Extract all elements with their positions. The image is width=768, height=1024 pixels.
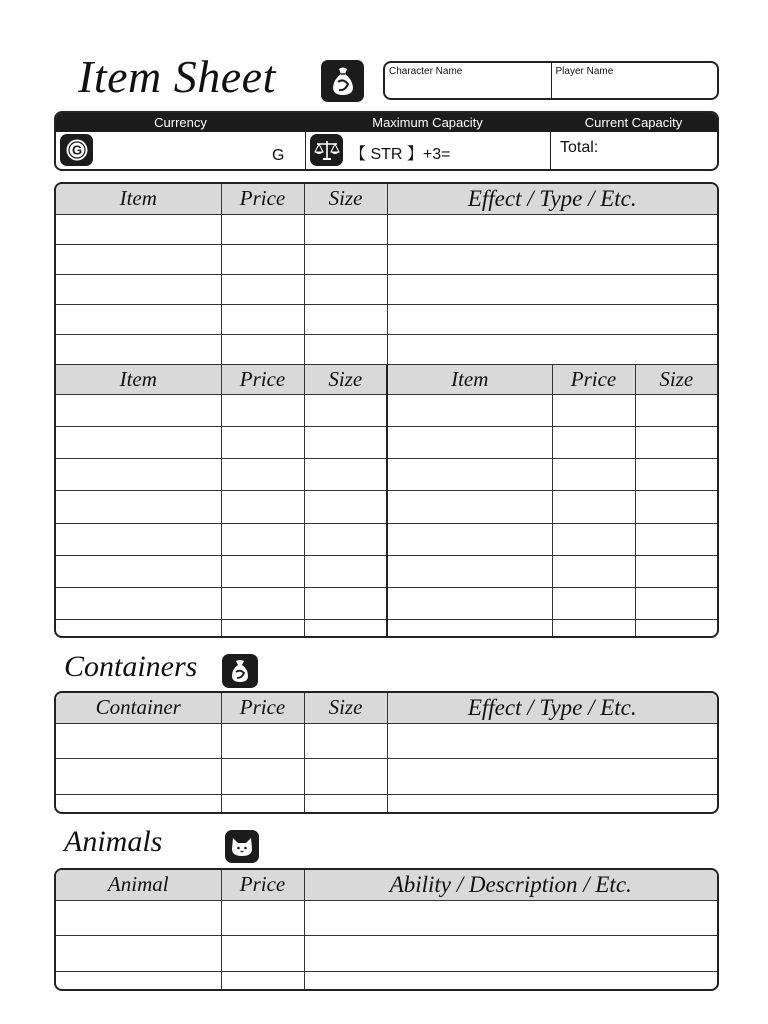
table-row: [56, 900, 717, 936]
header-price: Price: [552, 364, 635, 394]
effect-cell[interactable]: [387, 304, 717, 334]
items-header-row: [56, 184, 717, 214]
size-cell[interactable]: [304, 759, 387, 795]
header-price: Price: [221, 693, 304, 723]
header-animal: Animal: [56, 870, 221, 900]
effect-cell[interactable]: [387, 334, 717, 364]
header-price: Price: [221, 184, 304, 214]
current-capacity-field[interactable]: [550, 132, 717, 169]
price-cell[interactable]: [552, 588, 635, 620]
price-cell[interactable]: [221, 334, 304, 364]
item-cell[interactable]: [56, 394, 221, 426]
size-cell[interactable]: [635, 491, 717, 523]
effect-cell[interactable]: [387, 244, 717, 274]
header-price: Price: [221, 364, 304, 394]
table-row: [56, 491, 717, 523]
size-cell[interactable]: [304, 304, 387, 334]
price-cell[interactable]: [221, 759, 304, 795]
player-name-field[interactable]: [551, 63, 718, 98]
player-name-label: Player Name: [555, 66, 614, 77]
header-size: Size: [304, 184, 387, 214]
header-size: Size: [304, 693, 387, 723]
table-row: [56, 759, 717, 795]
containers-title: Containers: [64, 650, 198, 683]
table-row: [56, 274, 717, 304]
max-capacity-label: Maximum Capacity: [372, 115, 483, 130]
price-cell[interactable]: [221, 304, 304, 334]
size-cell[interactable]: [304, 426, 387, 458]
table-row: [56, 523, 717, 555]
items-table: [54, 182, 719, 638]
size-cell[interactable]: [304, 394, 387, 426]
container-cell[interactable]: [56, 723, 221, 759]
item-cell[interactable]: [56, 620, 221, 636]
item-cell[interactable]: [387, 588, 552, 620]
price-cell[interactable]: [221, 555, 304, 587]
effect-cell[interactable]: [387, 759, 717, 795]
price-cell[interactable]: [552, 555, 635, 587]
table-row: [56, 555, 717, 587]
table-row: [56, 723, 717, 759]
price-cell[interactable]: [552, 620, 635, 636]
price-cell[interactable]: [221, 588, 304, 620]
header-price: Price: [221, 870, 304, 900]
price-cell[interactable]: [221, 491, 304, 523]
item-cell[interactable]: [56, 426, 221, 458]
size-cell[interactable]: [635, 523, 717, 555]
capacity-header: [56, 113, 717, 132]
header-item: Item: [387, 364, 552, 394]
coin-icon: [60, 134, 93, 166]
item-cell[interactable]: [56, 459, 221, 491]
svg-text:G: G: [71, 142, 82, 158]
ability-cell[interactable]: [304, 936, 717, 972]
animals-title: Animals: [64, 825, 163, 858]
price-cell[interactable]: [221, 523, 304, 555]
item-cell[interactable]: [56, 555, 221, 587]
current-capacity-label: Current Capacity: [584, 115, 683, 130]
table-row: [56, 459, 717, 491]
item-cell[interactable]: [56, 523, 221, 555]
table-row: [56, 394, 717, 426]
item-cell[interactable]: [56, 304, 221, 334]
item-cell[interactable]: [387, 394, 552, 426]
containers-table: [54, 691, 719, 814]
item-cell[interactable]: [387, 491, 552, 523]
item-cell[interactable]: [56, 244, 221, 274]
table-row: [56, 794, 717, 812]
size-cell[interactable]: [635, 426, 717, 458]
item-cell[interactable]: [387, 523, 552, 555]
price-cell[interactable]: [221, 971, 304, 989]
size-cell[interactable]: [635, 394, 717, 426]
money-bag-icon: [321, 60, 364, 102]
items-split-header-row: [56, 364, 717, 394]
max-capacity-field[interactable]: [305, 132, 550, 169]
header-ability: Ability / Description / Etc.: [304, 870, 717, 900]
effect-cell[interactable]: [387, 723, 717, 759]
price-cell[interactable]: [221, 426, 304, 458]
animal-cell[interactable]: [56, 971, 221, 989]
header-size: Size: [635, 364, 717, 394]
effect-cell[interactable]: [387, 794, 717, 812]
size-cell[interactable]: [304, 214, 387, 244]
price-cell[interactable]: [221, 244, 304, 274]
effect-cell[interactable]: [387, 214, 717, 244]
capacity-box: [54, 111, 719, 171]
price-cell[interactable]: [221, 214, 304, 244]
price-cell[interactable]: [221, 936, 304, 972]
table-row: [56, 334, 717, 364]
currency-unit: G: [272, 147, 285, 164]
page-title: Item Sheet: [78, 51, 276, 102]
size-cell[interactable]: [635, 555, 717, 587]
item-cell[interactable]: [387, 426, 552, 458]
total-label: Total:: [560, 139, 599, 156]
price-cell[interactable]: [552, 491, 635, 523]
ability-cell[interactable]: [304, 900, 717, 936]
size-cell[interactable]: [635, 620, 717, 636]
table-row: [56, 620, 717, 636]
size-cell[interactable]: [304, 459, 387, 491]
size-cell[interactable]: [635, 459, 717, 491]
item-cell[interactable]: [56, 334, 221, 364]
table-row: [56, 971, 717, 989]
item-cell[interactable]: [56, 491, 221, 523]
header-container: Container: [56, 693, 221, 723]
size-cell[interactable]: [304, 523, 387, 555]
container-cell[interactable]: [56, 759, 221, 795]
container-cell[interactable]: [56, 794, 221, 812]
size-cell[interactable]: [304, 491, 387, 523]
price-cell[interactable]: [552, 394, 635, 426]
header-size: Size: [304, 364, 387, 394]
animals-table: [54, 868, 719, 991]
item-cell[interactable]: [387, 459, 552, 491]
character-name-label: Character Name: [389, 66, 463, 77]
animal-cell[interactable]: [56, 900, 221, 936]
table-row: [56, 304, 717, 334]
price-cell[interactable]: [552, 426, 635, 458]
ability-cell[interactable]: [304, 971, 717, 989]
price-cell[interactable]: [221, 620, 304, 636]
header-item: Item: [56, 364, 221, 394]
size-cell[interactable]: [304, 555, 387, 587]
size-cell[interactable]: [304, 244, 387, 274]
table-row: [56, 588, 717, 620]
price-cell[interactable]: [221, 794, 304, 812]
price-cell[interactable]: [221, 274, 304, 304]
size-cell[interactable]: [304, 274, 387, 304]
size-cell[interactable]: [304, 588, 387, 620]
item-cell[interactable]: [56, 274, 221, 304]
containers-header-row: [56, 693, 717, 723]
price-cell[interactable]: [221, 394, 304, 426]
strength-formula: 【 STR 】+3=: [350, 146, 451, 163]
size-cell[interactable]: [304, 334, 387, 364]
animals-header-row: [56, 870, 717, 900]
size-cell[interactable]: [304, 794, 387, 812]
price-cell[interactable]: [221, 459, 304, 491]
currency-field[interactable]: [56, 132, 305, 169]
header-item: Item: [56, 184, 221, 214]
item-cell[interactable]: [387, 555, 552, 587]
cat-face-icon: [225, 830, 259, 863]
currency-label: Currency: [154, 115, 207, 130]
header-effect: Effect / Type / Etc.: [387, 184, 717, 214]
size-cell[interactable]: [635, 588, 717, 620]
item-cell[interactable]: [56, 588, 221, 620]
price-cell[interactable]: [552, 523, 635, 555]
sack-icon: [222, 654, 258, 688]
scale-icon: [310, 134, 343, 166]
price-cell[interactable]: [221, 723, 304, 759]
item-cell[interactable]: [387, 620, 552, 636]
character-name-field[interactable]: [385, 63, 551, 98]
table-row: [56, 936, 717, 972]
table-row: [56, 244, 717, 274]
size-cell[interactable]: [304, 620, 387, 636]
table-row: [56, 214, 717, 244]
price-cell[interactable]: [221, 900, 304, 936]
effect-cell[interactable]: [387, 274, 717, 304]
header-effect: Effect / Type / Etc.: [387, 693, 717, 723]
size-cell[interactable]: [304, 723, 387, 759]
animal-cell[interactable]: [56, 936, 221, 972]
table-row: [56, 426, 717, 458]
name-fields-box: [383, 61, 719, 100]
item-cell[interactable]: [56, 214, 221, 244]
price-cell[interactable]: [552, 459, 635, 491]
